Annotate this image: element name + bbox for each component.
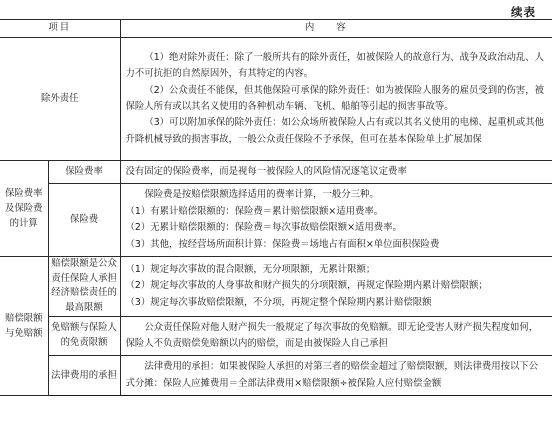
sub-premium: 保险费 xyxy=(48,184,120,257)
premium-content xyxy=(120,184,552,257)
header-item: 项目 xyxy=(0,20,120,38)
premium-line: （2）无累计赔偿限额的：保险费＝每次事故赔偿限额×适用费率。 xyxy=(125,222,402,234)
legal-fees-text: 法律费用的承担：如果被保险人承担的对第三者的赔偿金超过了赔偿限额，则法律费用按以下公式分摊：保险人应摊费用＝全部法律费用×赔偿限额÷被保险人应付赔偿金额 xyxy=(125,361,539,389)
limit-line: （2）规定每次事故的人身事故和财产损失的分项限额，再规定保险期内累计赔偿限额； xyxy=(125,280,488,292)
premium-rate-text: 没有固定的保险费率，而是视每一被保险人的风险情况逐笔议定费率 xyxy=(125,166,407,177)
deductible-text: 公众责任保险对他人财产损失一般规定了每次事故的免赔额。即无论受害人财产损失程度如何，保险人不负责赔偿免赔额以内的赔偿，而是由被保险人自己承担 xyxy=(125,321,539,350)
exclusion-content xyxy=(120,38,552,161)
exclusion-paragraph: （3）可以附加承保的除外责任：如公众场所被保险人占有或以其名义使用的电梯、起重机或其他升降机械导致的损害事故，一般公众责任保险不予承保，但可在基本保险单上扩展加保 xyxy=(125,117,545,145)
row-limit-max xyxy=(0,257,552,316)
row-exclusion xyxy=(0,38,552,161)
sub-limit-max: 赔偿限额是公众责任保险人承担经济赔偿责任的最高限额 xyxy=(48,257,120,316)
exclusion-paragraph: （1）绝对除外责任：除了一般所共有的除外责任，如被保险人的故意行为、战争及政治动乱、人力不可抗拒的自然原因外，有其特定的内容。 xyxy=(125,51,545,80)
header-row xyxy=(0,20,552,38)
row-premium xyxy=(0,184,552,257)
category-premium-calc: 保险费率及保险费的计算 xyxy=(0,161,48,257)
row-premium-rate xyxy=(0,161,552,184)
header-content: 内容 xyxy=(120,20,552,38)
premium-line: （1）有累计赔偿限额的：保险费＝累计赔偿限额×适用费率。 xyxy=(125,205,384,217)
category-exclusion: 除外责任 xyxy=(0,38,120,161)
limit-line: （1）规定每次事故的混合限额，无分项限额，无累计限额； xyxy=(125,263,376,275)
legal-fees-content xyxy=(120,356,552,396)
limit-max-content xyxy=(120,257,552,316)
sub-legal-fees: 法律费用的承担 xyxy=(48,356,120,396)
row-deductible xyxy=(0,316,552,356)
row-legal-fees xyxy=(0,356,552,396)
limit-line: （3）规定每次事故赔偿限额，不分项，再规定整个保险期内累计赔偿限额 xyxy=(125,296,432,308)
insurance-table xyxy=(0,19,552,396)
deductible-content xyxy=(120,316,552,356)
exclusion-paragraph: （2）公众责任不能保，但其他保险可承保的除外责任：如为被保险人服务的雇员受到的伤害，被保险人所有或以其名义使用的各种机动车辆、飞机、船舶等引起的损害事故等。 xyxy=(125,84,545,112)
sub-premium-rate: 保险费率 xyxy=(48,161,120,184)
sub-deductible: 免赔额与保险人的免责限额 xyxy=(48,316,120,356)
premium-line: （3）其他，按经营场所面积计算：保险费＝场地占有面积×单位面积保险费 xyxy=(125,238,440,250)
category-limits: 赔偿限额与免赔额 xyxy=(0,257,48,396)
continued-label: 续表 xyxy=(511,5,536,19)
premium-line: 保险费是按赔偿限额选择适用的费率计算，一般分三种。 xyxy=(144,189,379,201)
premium-rate-content xyxy=(120,161,552,184)
